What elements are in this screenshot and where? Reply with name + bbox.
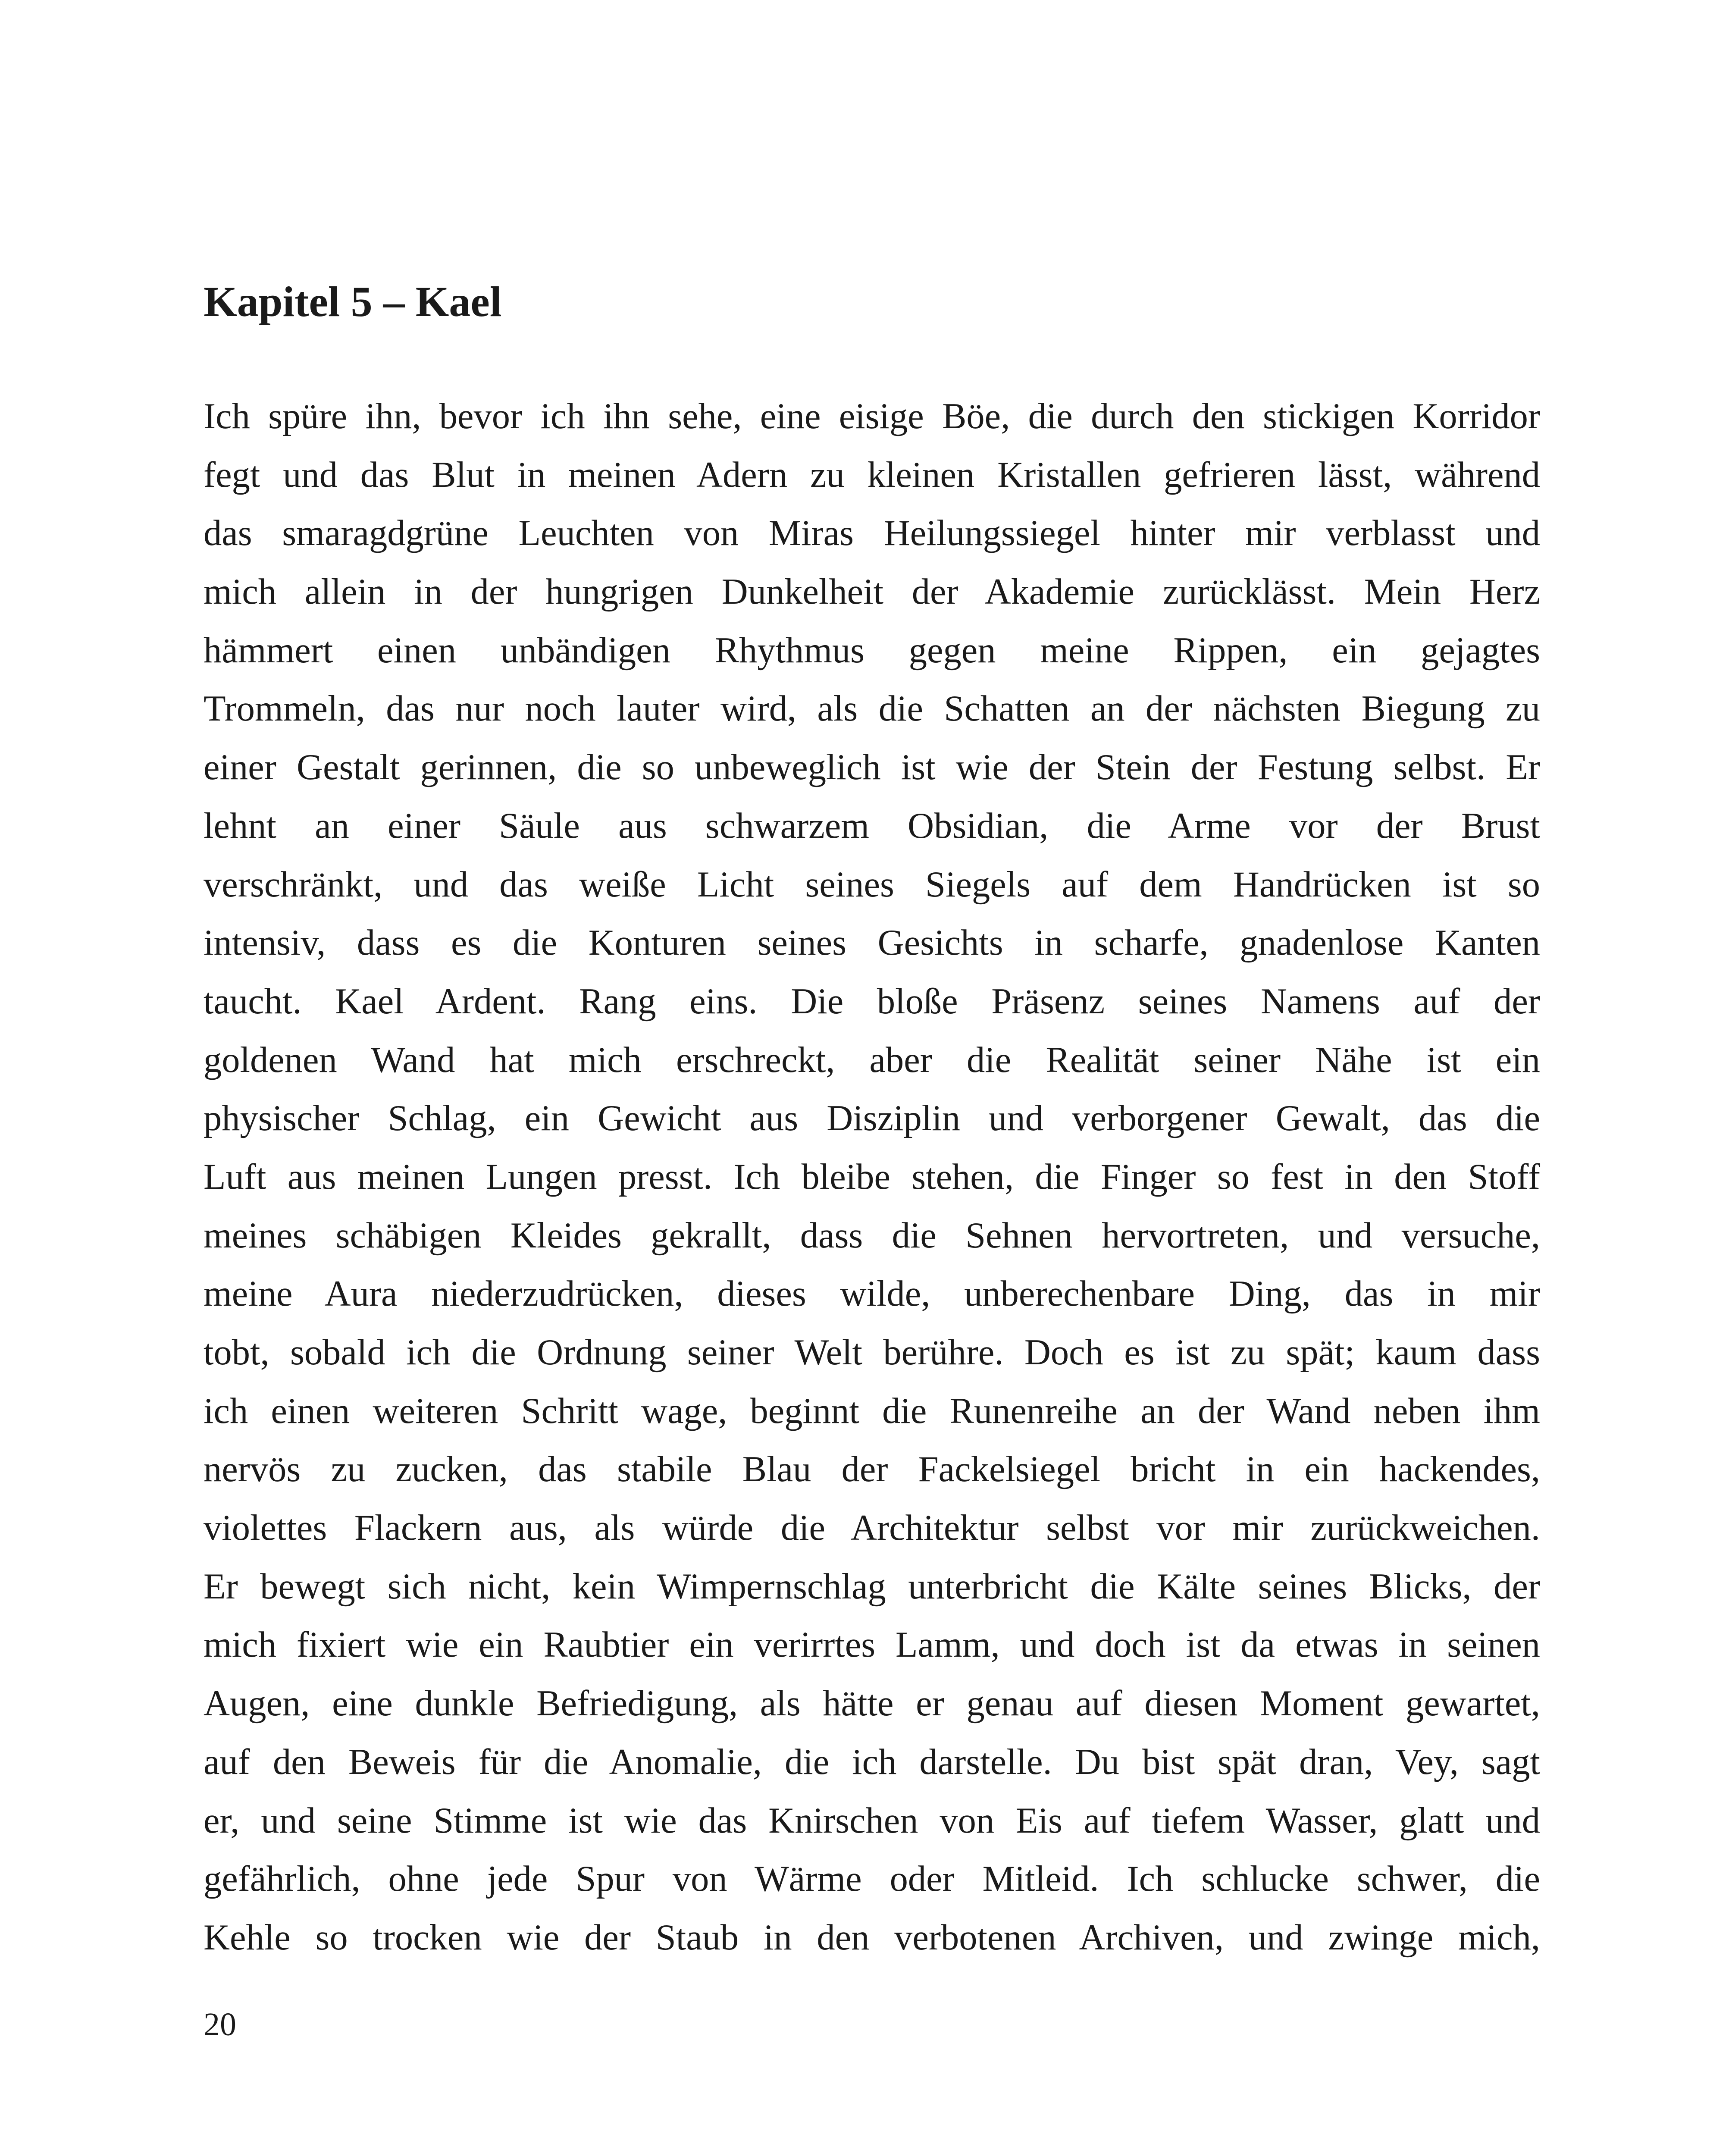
text-line: gefährlich, ohne jede Spur von Wärme oder Mitleid. Ich schlucke schwer, die [204,1859,1540,1899]
text-line: violettes Flackern aus, als würde die Architektur selbst vor mir zurückweichen. [204,1508,1540,1548]
text-line: meine Aura niederzudrücken, dieses wilde, unberechenbare Ding, das in mir [204,1274,1540,1314]
text-line: er, und seine Stimme ist wie das Knirschen von Eis auf tiefem Wasser, glatt und [204,1800,1540,1841]
text-line: tobt, sobald ich die Ordnung seiner Welt berühre. Doch es ist zu spät; kaum dass [204,1332,1540,1373]
text-line: meines schäbigen Kleides gekrallt, dass die Sehnen hervortreten, und versuche, [204,1215,1540,1256]
text-line: verschränkt, und das weiße Licht seines Siegels auf dem Handrücken ist so [204,864,1540,905]
text-line: Kehle so trocken wie der Staub in den verbotenen Archiven, und zwinge mich, [204,1917,1540,1958]
text-line: intensiv, dass es die Konturen seines Gesichts in scharfe, gnadenlose Kanten [204,923,1540,963]
text-line: das smaragdgrüne Leuchten von Miras Heilungssiegel hinter mir verblasst und [204,513,1540,554]
body-paragraph [204,387,1540,1967]
text-line: mich allein in der hungrigen Dunkelheit der Akademie zurücklässt. Mein Herz [204,572,1540,612]
text-line: fegt und das Blut in meinen Adern zu kleinen Kristallen gefrieren lässt, während [204,454,1540,495]
text-line: Luft aus meinen Lungen presst. Ich bleibe stehen, die Finger so fest in den Stoff [204,1156,1540,1197]
chapter-title: Kapitel 5 – Kael [204,278,502,326]
text-line: Trommeln, das nur noch lauter wird, als die Schatten an der nächsten Biegung zu [204,689,1540,729]
text-line: Ich spüre ihn, bevor ich ihn sehe, eine eisige Böe, die durch den stickigen Korridor [204,396,1540,436]
text-line: goldenen Wand hat mich erschreckt, aber die Realität seiner Nähe ist ein [204,1040,1540,1080]
text-line: ich einen weiteren Schritt wage, beginnt die Runenreihe an der Wand neben ihm [204,1391,1540,1431]
text-line: einer Gestalt gerinnen, die so unbeweglich ist wie der Stein der Festung selbst. Er [204,747,1540,788]
text-line: mich fixiert wie ein Raubtier ein verirrtes Lamm, und doch ist da etwas in seinen [204,1625,1540,1665]
text-line: auf den Beweis für die Anomalie, die ich darstelle. Du bist spät dran, Vey, sagt [204,1742,1540,1782]
text-line: lehnt an einer Säule aus schwarzem Obsidian, die Arme vor der Brust [204,805,1540,846]
text-line: taucht. Kael Ardent. Rang eins. Die bloße Präsenz seines Namens auf der [204,981,1540,1022]
page-number: 20 [204,2006,236,2043]
text-line: Er bewegt sich nicht, kein Wimpernschlag unterbricht die Kälte seines Blicks, der [204,1566,1540,1607]
text-line: hämmert einen unbändigen Rhythmus gegen meine Rippen, ein gejagtes [204,630,1540,671]
text-line: nervös zu zucken, das stabile Blau der Fackelsiegel bricht in ein hackendes, [204,1449,1540,1490]
text-line: Augen, eine dunkle Befriedigung, als hätte er genau auf diesen Moment gewartet, [204,1683,1540,1724]
text-line: physischer Schlag, ein Gewicht aus Disziplin und verborgener Gewalt, das die [204,1098,1540,1139]
